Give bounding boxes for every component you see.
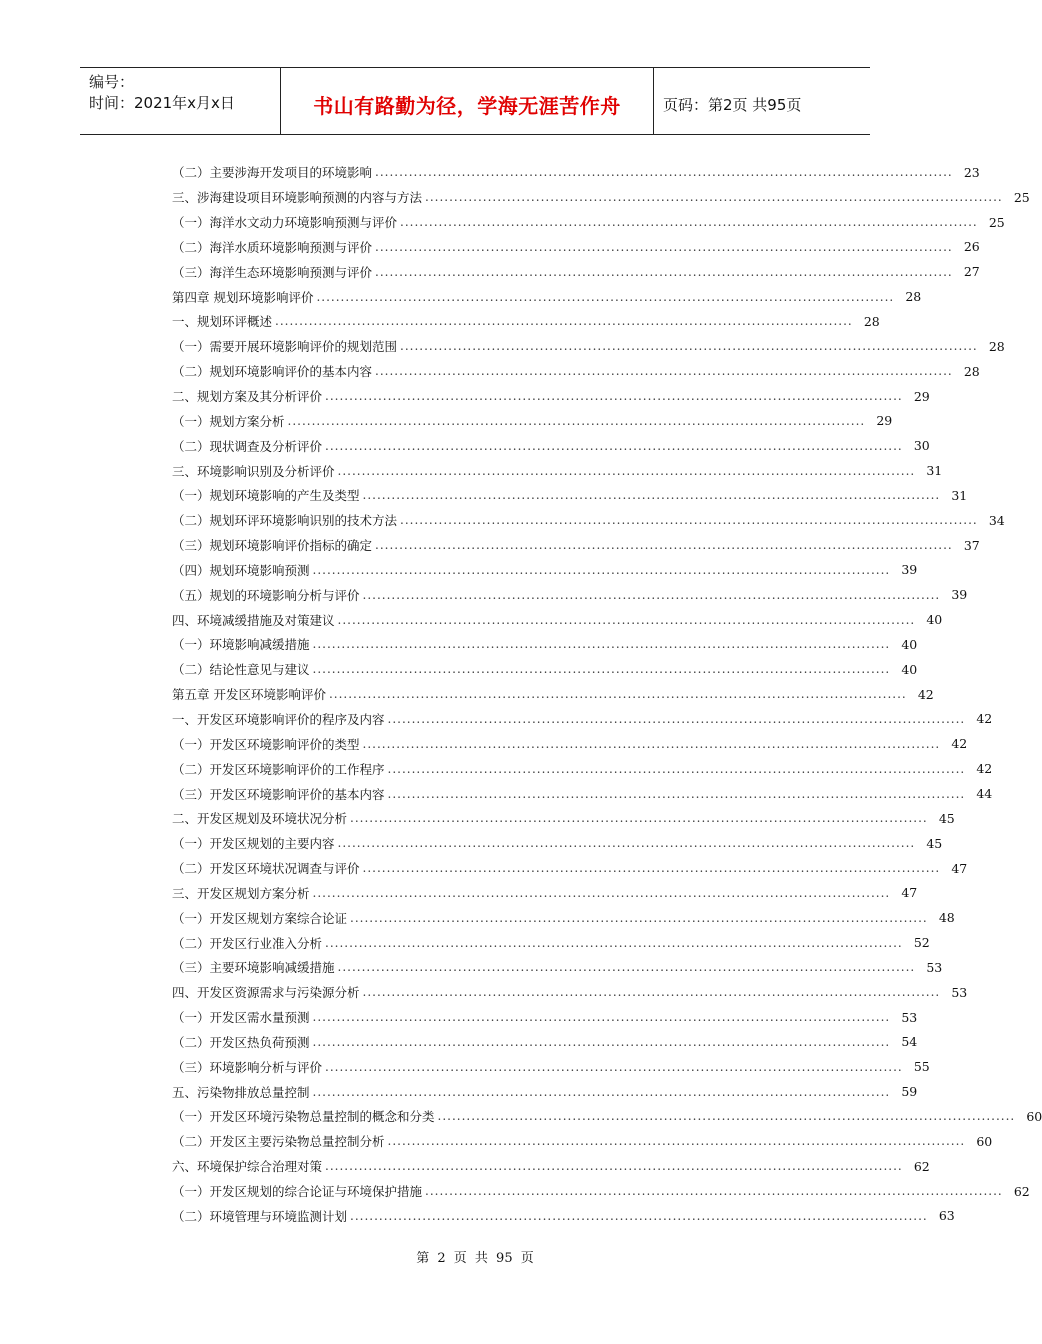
toc-entry-page: 29: [876, 413, 893, 429]
toc-leader-dots: ........................................................................................................................: [362, 985, 941, 1000]
toc-entry-title: 四、开发区资源需求与污染源分析: [172, 985, 360, 1001]
toc-leader-dots: ........................................................................................................................: [362, 587, 941, 602]
toc-entry-page: 45: [926, 835, 943, 851]
toc-leader-dots: ........................................................................................................................: [312, 662, 891, 677]
toc-entry-title: （二）主要涉海开发项目的环境影响: [172, 165, 373, 181]
toc-entry[interactable]: [172, 433, 930, 458]
toc-leader-dots: ........................................................................................................................: [387, 711, 966, 726]
toc-entry-page: 60: [976, 1133, 993, 1149]
toc-entry-title: 一、开发区环境影响评价的程序及内容: [172, 711, 385, 727]
toc-entry-page: 40: [901, 636, 918, 652]
toc-entry-page: 31: [951, 487, 968, 503]
toc-leader-dots: ........................................................................................................................: [312, 1034, 891, 1049]
toc-entry[interactable]: [172, 632, 918, 657]
toc-entry-title: 四、环境减缓措施及对策建议: [172, 612, 335, 628]
toc-leader-dots: ........................................................................................................................: [350, 811, 928, 826]
toc-entry-title: （一）需要开展环境影响评价的规划范围: [172, 339, 398, 355]
toc-leader-dots: ........................................................................................................................: [362, 736, 941, 751]
toc-leader-dots: ........................................................................................................................: [312, 1084, 891, 1099]
toc-leader-dots: ........................................................................................................................: [325, 1059, 903, 1074]
toc-entry-title: 六、环境保护综合治理对策: [172, 1159, 323, 1175]
toc-leader-dots: ........................................................................................................................: [325, 1159, 903, 1174]
toc-entry[interactable]: [172, 1079, 918, 1104]
toc-entry-page: 28: [988, 338, 1005, 354]
toc-entry-page: 26: [963, 239, 980, 255]
toc-entry-page: 47: [901, 885, 918, 901]
toc-entry[interactable]: [172, 1203, 955, 1228]
toc-entry-page: 39: [901, 562, 918, 578]
header-motto: 书山有路勤为径，学海无涯苦作舟: [281, 68, 654, 134]
toc-entry[interactable]: [172, 1154, 930, 1179]
toc-leader-dots: ........................................................................................................................: [312, 562, 891, 577]
toc-entry[interactable]: [172, 210, 1005, 235]
toc-entry[interactable]: [172, 359, 980, 384]
toc-entry-title: 第四章 规划环境影响评价: [172, 289, 314, 305]
toc-entry[interactable]: [172, 856, 968, 881]
toc-entry-page: 23: [963, 164, 980, 180]
toc-leader-dots: ........................................................................................................................: [325, 389, 903, 404]
toc-entry[interactable]: [172, 458, 943, 483]
toc-entry-page: 59: [901, 1084, 918, 1100]
toc-entry-title: 三、开发区规划方案分析: [172, 885, 310, 901]
toc-leader-dots: ........................................................................................................................: [387, 1134, 966, 1149]
toc-entry-title: （一）开发区规划方案综合论证: [172, 910, 348, 926]
toc-entry-title: （二）开发区行业准入分析: [172, 935, 323, 951]
toc-entry-page: 62: [913, 1158, 930, 1174]
toc-entry-title: （二）规划环境影响评价的基本内容: [172, 364, 373, 380]
toc-entry-page: 31: [926, 463, 943, 479]
toc-leader-dots: ........................................................................................................................: [387, 761, 966, 776]
toc-entry[interactable]: [172, 1104, 1042, 1129]
toc-entry[interactable]: [172, 508, 1005, 533]
toc-entry-title: （一）开发区需水量预测: [172, 1010, 310, 1026]
toc-entry-title: 三、环境影响识别及分析评价: [172, 463, 335, 479]
toc-entry[interactable]: [172, 955, 943, 980]
toc-leader-dots: ........................................................................................................................: [316, 289, 895, 304]
toc-entry-page: 55: [913, 1059, 930, 1075]
toc-entry-title: （二）开发区环境影响评价的工作程序: [172, 761, 385, 777]
toc-entry-title: （三）主要环境影响减缓措施: [172, 960, 335, 976]
toc-entry[interactable]: [172, 607, 943, 632]
toc-entry-page: 62: [1013, 1183, 1030, 1199]
toc-entry-title: （一）规划方案分析: [172, 413, 285, 429]
toc-entry[interactable]: [172, 1005, 918, 1030]
toc-entry-title: （二）开发区环境状况调查与评价: [172, 861, 360, 877]
toc-entry-page: 47: [951, 860, 968, 876]
toc-entry-title: 三、涉海建设项目环境影响预测的内容与方法: [172, 190, 423, 206]
toc-entry-title: （三）海洋生态环境影响预测与评价: [172, 264, 373, 280]
toc-leader-dots: ........................................................................................................................: [375, 364, 953, 379]
toc-leader-dots: ........................................................................................................................: [328, 687, 907, 702]
toc-entry[interactable]: [172, 781, 993, 806]
toc-entry[interactable]: [172, 483, 968, 508]
toc-leader-dots: ........................................................................................................................: [287, 413, 866, 428]
toc-entry-page: 30: [913, 438, 930, 454]
toc-entry-page: 53: [951, 984, 968, 1000]
toc-entry[interactable]: [172, 1179, 1030, 1204]
toc-entry-page: 39: [951, 587, 968, 603]
toc-leader-dots: ........................................................................................................................: [350, 1208, 928, 1223]
toc-entry[interactable]: [172, 880, 918, 905]
toc-entry-page: 45: [938, 810, 955, 826]
toc-leader-dots: ........................................................................................................................: [425, 1184, 1003, 1199]
toc-leader-dots: ........................................................................................................................: [312, 885, 891, 900]
toc-entry-page: 40: [901, 661, 918, 677]
toc-entry[interactable]: [172, 682, 934, 707]
toc-entry-title: （二）规划环评环境影响识别的技术方法: [172, 513, 398, 529]
toc-entry-page: 42: [917, 686, 934, 702]
toc-entry[interactable]: [172, 558, 918, 583]
toc-entry-page: 28: [963, 363, 980, 379]
toc-entry-page: 27: [963, 264, 980, 280]
toc-entry-title: （三）规划环境影响评价指标的确定: [172, 538, 373, 554]
toc-leader-dots: ........................................................................................................................: [275, 314, 853, 329]
toc-entry-title: （一）规划环境影响的产生及类型: [172, 488, 360, 504]
toc-entry-page: 34: [988, 512, 1005, 528]
toc-entry-page: 40: [926, 612, 943, 628]
toc-entry-title: （一）开发区环境污染物总量控制的概念和分类: [172, 1109, 435, 1125]
toc-entry-page: 53: [901, 1009, 918, 1025]
toc-entry-page: 42: [951, 736, 968, 752]
toc-entry-title: （一）环境影响减缓措施: [172, 637, 310, 653]
toc-entry[interactable]: [172, 1054, 930, 1079]
toc-entry[interactable]: [172, 806, 955, 831]
toc-entry-title: （四）规划环境影响预测: [172, 562, 310, 578]
toc-entry-title: 第五章 开发区环境影响评价: [172, 687, 326, 703]
toc-leader-dots: ........................................................................................................................: [375, 538, 953, 553]
toc-leader-dots: ........................................................................................................................: [387, 786, 966, 801]
toc-leader-dots: ........................................................................................................................: [337, 463, 916, 478]
toc-leader-dots: ........................................................................................................................: [350, 910, 928, 925]
toc-leader-dots: ........................................................................................................................: [437, 1109, 1016, 1124]
toc-leader-dots: ........................................................................................................................: [375, 239, 953, 254]
toc-entry-title: （一）开发区规划的主要内容: [172, 836, 335, 852]
toc-entry[interactable]: [172, 408, 893, 433]
toc-entry-title: （二）环境管理与环境监测计划: [172, 1208, 348, 1224]
toc-entry[interactable]: [172, 756, 993, 781]
toc-entry-title: 五、污染物排放总量控制: [172, 1084, 310, 1100]
toc-entry-page: 42: [976, 761, 993, 777]
header-meta: [80, 68, 281, 134]
toc-entry-page: 63: [938, 1208, 955, 1224]
toc-entry-page: 60: [1026, 1108, 1042, 1124]
toc-entry-title: （三）环境影响分析与评价: [172, 1059, 323, 1075]
toc-entry[interactable]: [172, 980, 968, 1005]
toc-entry[interactable]: [172, 160, 980, 185]
toc-entry-page: 53: [926, 959, 943, 975]
toc-entry-page: 54: [901, 1034, 918, 1050]
toc-entry-title: 一、规划环评概述: [172, 314, 273, 330]
toc-entry-title: （二）开发区热负荷预测: [172, 1034, 310, 1050]
toc-entry-page: 42: [976, 711, 993, 727]
toc-leader-dots: ........................................................................................................................: [362, 861, 941, 876]
toc-entry[interactable]: [172, 1129, 993, 1154]
header-page-info: 页码：第2页 共95页: [663, 95, 802, 114]
toc-leader-dots: ........................................................................................................................: [312, 637, 891, 652]
toc-entry[interactable]: [172, 384, 930, 409]
toc-entry-title: （一）开发区规划的综合论证与环境保护措施: [172, 1184, 423, 1200]
toc-leader-dots: ........................................................................................................................: [337, 960, 916, 975]
toc-entry[interactable]: [172, 235, 980, 260]
toc-leader-dots: ........................................................................................................................: [375, 264, 953, 279]
toc-entry[interactable]: [172, 657, 918, 682]
toc-entry-title: （二）现状调查及分析评价: [172, 438, 323, 454]
toc-entry-page: 52: [913, 935, 930, 951]
toc-entry-page: 28: [863, 313, 880, 329]
toc-leader-dots: ........................................................................................................................: [400, 513, 978, 528]
toc-leader-dots: ........................................................................................................................: [325, 438, 903, 453]
toc-entry[interactable]: [172, 334, 1005, 359]
time-label: 时间：2021年x月x日: [89, 94, 235, 112]
toc-entry[interactable]: [172, 831, 943, 856]
toc-leader-dots: ........................................................................................................................: [400, 215, 978, 230]
page-header: [80, 67, 870, 135]
table-of-contents: [172, 160, 1042, 1228]
page-footer: 第 2 页 共 95 页: [416, 1251, 534, 1266]
toc-entry[interactable]: [172, 259, 980, 284]
toc-entry-title: （二）开发区主要污染物总量控制分析: [172, 1134, 385, 1150]
toc-entry[interactable]: [172, 731, 968, 756]
toc-entry-title: （一）开发区环境影响评价的类型: [172, 736, 360, 752]
toc-entry[interactable]: [172, 930, 930, 955]
toc-entry[interactable]: [172, 707, 993, 732]
toc-leader-dots: ........................................................................................................................: [325, 935, 903, 950]
toc-entry[interactable]: [172, 185, 1030, 210]
toc-leader-dots: ........................................................................................................................: [425, 190, 1003, 205]
toc-entry-title: （一）海洋水文动力环境影响预测与评价: [172, 215, 398, 231]
toc-entry-page: 25: [1013, 189, 1030, 205]
toc-entry-page: 25: [988, 214, 1005, 230]
toc-entry-page: 44: [976, 786, 993, 802]
toc-entry-title: 二、开发区规划及环境状况分析: [172, 811, 348, 827]
toc-entry[interactable]: [172, 309, 880, 334]
toc-entry[interactable]: [172, 582, 968, 607]
toc-entry[interactable]: [172, 905, 955, 930]
toc-entry[interactable]: [172, 284, 922, 309]
toc-entry-title: （二）结论性意见与建议: [172, 662, 310, 678]
toc-leader-dots: ........................................................................................................................: [337, 612, 916, 627]
toc-leader-dots: ........................................................................................................................: [312, 1010, 891, 1025]
toc-entry[interactable]: [172, 533, 980, 558]
toc-leader-dots: ........................................................................................................................: [400, 339, 978, 354]
toc-entry-page: 37: [963, 537, 980, 553]
toc-leader-dots: ........................................................................................................................: [337, 836, 916, 851]
toc-entry-title: 二、规划方案及其分析评价: [172, 389, 323, 405]
toc-entry-page: 29: [913, 388, 930, 404]
toc-leader-dots: ........................................................................................................................: [375, 165, 953, 180]
toc-entry-title: （五）规划的环境影响分析与评价: [172, 587, 360, 603]
number-label: 编号：: [89, 73, 135, 91]
toc-entry-title: （三）开发区环境影响评价的基本内容: [172, 786, 385, 802]
toc-entry[interactable]: [172, 1030, 918, 1055]
toc-entry-title: （二）海洋水质环境影响预测与评价: [172, 239, 373, 255]
toc-entry-page: 28: [905, 289, 922, 305]
toc-leader-dots: ........................................................................................................................: [362, 488, 941, 503]
toc-entry-page: 48: [938, 910, 955, 926]
